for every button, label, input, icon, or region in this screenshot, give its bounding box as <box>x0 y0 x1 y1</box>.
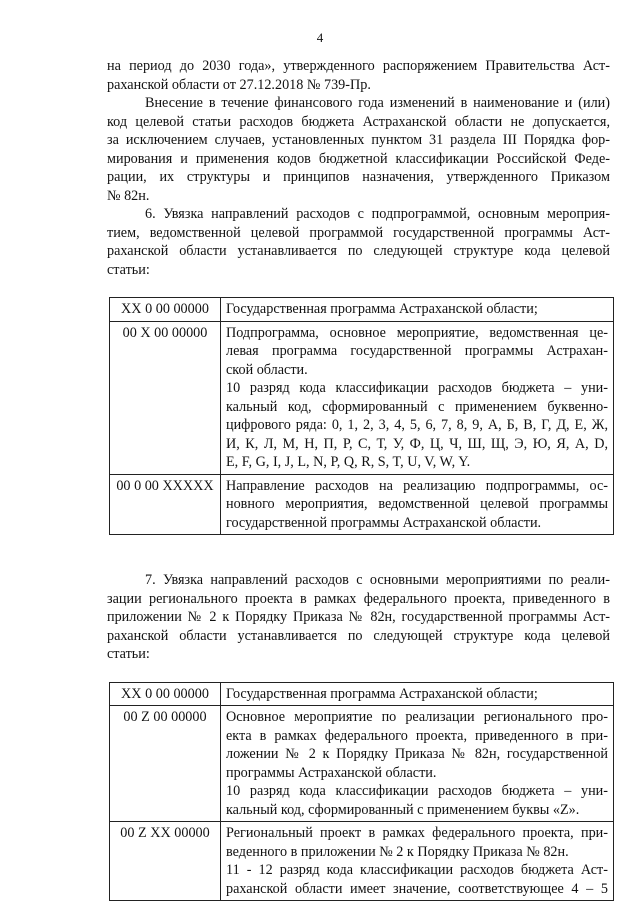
text-line: за исключением случаев, установленных пунктом 31 раздела III Порядка фор- <box>107 132 610 148</box>
text-line: ложении № 2 к Порядку Приказа № 82н, государственной <box>226 746 608 762</box>
description-cell <box>221 474 614 535</box>
description-cell <box>221 321 614 474</box>
description-cell <box>221 706 614 822</box>
description-cell <box>221 822 614 901</box>
text-line: кальный код, сформированный с применением буквенно- <box>226 398 608 415</box>
text-line: Основное мероприятие по реализации регионального про- <box>226 709 608 725</box>
table-row <box>110 321 614 474</box>
text-line: Направление расходов на реализацию подпрограммы, ос- <box>226 477 608 494</box>
intro-paragraph <box>107 57 610 94</box>
text-line: раханской области устанавливается по следующей структуре кода целевой <box>107 243 610 259</box>
code-structure-table-7 <box>109 682 614 902</box>
page-number: 4 <box>316 30 324 45</box>
text-line: тием, ведомственной целевой программой государственной программы Аст- <box>107 224 610 241</box>
table-row <box>110 474 614 535</box>
text-line: Государственная программа Астраханской области; <box>226 685 538 702</box>
text-line: цифрового ряда: 0, 1, 2, 3, 4, 5, 6, 7, 8, 9, А, Б, В, Г, Д, Е, Ж, <box>226 417 608 433</box>
document-body <box>107 57 610 901</box>
text-line: Внесение в течение финансового года изменений в наименование и (или) <box>145 95 610 111</box>
text-line: приложении № 2 к Порядку Приказа № 82н, государственной программы Аст- <box>107 609 610 625</box>
text-line: зации регионального проекта в рамках федерального проекта, приведенного в <box>107 590 610 607</box>
change-restriction-paragraph <box>107 94 610 205</box>
text-line: статьи: <box>107 646 150 662</box>
text-line: И, К, Л, М, Н, П, Р, С, Т, У, Ф, Ц, Ч, Ш, Щ, Э, Ю, Я, A, D, <box>226 435 608 452</box>
section-7-paragraph <box>107 571 610 664</box>
table-row <box>110 298 614 322</box>
code-cell: 00 Z XX 00000 <box>110 822 221 901</box>
text-line: Подпрограмма, основное мероприятие, ведомственная це- <box>226 324 608 341</box>
text-line: программы Астраханской области. <box>226 764 437 781</box>
table-row <box>110 706 614 822</box>
text-line: № 82н. <box>107 187 150 204</box>
text-line: код целевой статьи расходов бюджета Астраханской области не допускается, <box>107 113 610 130</box>
code-cell: XX 0 00 00000 <box>110 682 221 706</box>
text-line: статьи: <box>107 261 150 278</box>
text-line: E, F, G, I, J, L, N, P, Q, R, S, T, U, V, W, Y. <box>226 454 471 470</box>
code-structure-table-6 <box>109 297 614 535</box>
text-line: мирования и применения кодов бюджетной классификации Российской Феде- <box>107 150 610 167</box>
text-line: новного мероприятия, ведомственной целевой программы <box>226 496 608 512</box>
text-line: раханской области имеет значение, соответствующее 4 – 5 <box>226 880 608 897</box>
text-line: кальный код, сформированный с применением буквы «Z». <box>226 801 580 818</box>
text-line: 10 разряд кода классификации расходов бюджета – уни- <box>226 380 608 396</box>
text-line: раханской области устанавливается по следующей структуре кода целевой <box>107 627 610 644</box>
code-cell: 00 X 00 00000 <box>110 321 221 474</box>
text-line: левая программа государственной программы Астрахан- <box>226 343 608 359</box>
description-cell <box>221 682 614 706</box>
code-cell: 00 Z 00 00000 <box>110 706 221 822</box>
text-line: раханской области от 27.12.2018 № 739-Пр. <box>107 76 371 93</box>
text-line: Региональный проект в рамках федерального проекта, при- <box>226 825 608 841</box>
text-line: 10 разряд кода классификации расходов бюджета – уни- <box>226 783 608 799</box>
code-cell: XX 0 00 00000 <box>110 298 221 322</box>
text-line: Государственная программа Астраханской области; <box>226 301 538 317</box>
text-line: 7. Увязка направлений расходов с основными мероприятиями по реали- <box>145 572 610 588</box>
text-line: на период до 2030 года», утвержденного распоряжением Правительства Аст- <box>107 58 610 74</box>
text-line: веденного в приложении № 2 к Порядку Приказа № 82н. <box>226 843 569 860</box>
table-row <box>110 822 614 901</box>
description-cell <box>221 298 614 322</box>
table-row <box>110 682 614 706</box>
text-line: 6. Увязка направлений расходов с подпрограммой, основным мероприя- <box>145 206 610 222</box>
section-6-paragraph <box>107 205 610 279</box>
text-line: 11 - 12 разряд кода классификации расходов бюджета Аст- <box>226 862 608 878</box>
text-line: екта в рамках федерального проекта, приведенного в при- <box>226 727 608 744</box>
text-line: ской области. <box>226 361 308 378</box>
code-cell: 00 0 00 XXXXX <box>110 474 221 535</box>
text-line: государственной программы Астраханской области. <box>226 514 542 531</box>
text-line: рации, их структуры и принципов назначения, утвержденного Приказом <box>107 169 610 185</box>
